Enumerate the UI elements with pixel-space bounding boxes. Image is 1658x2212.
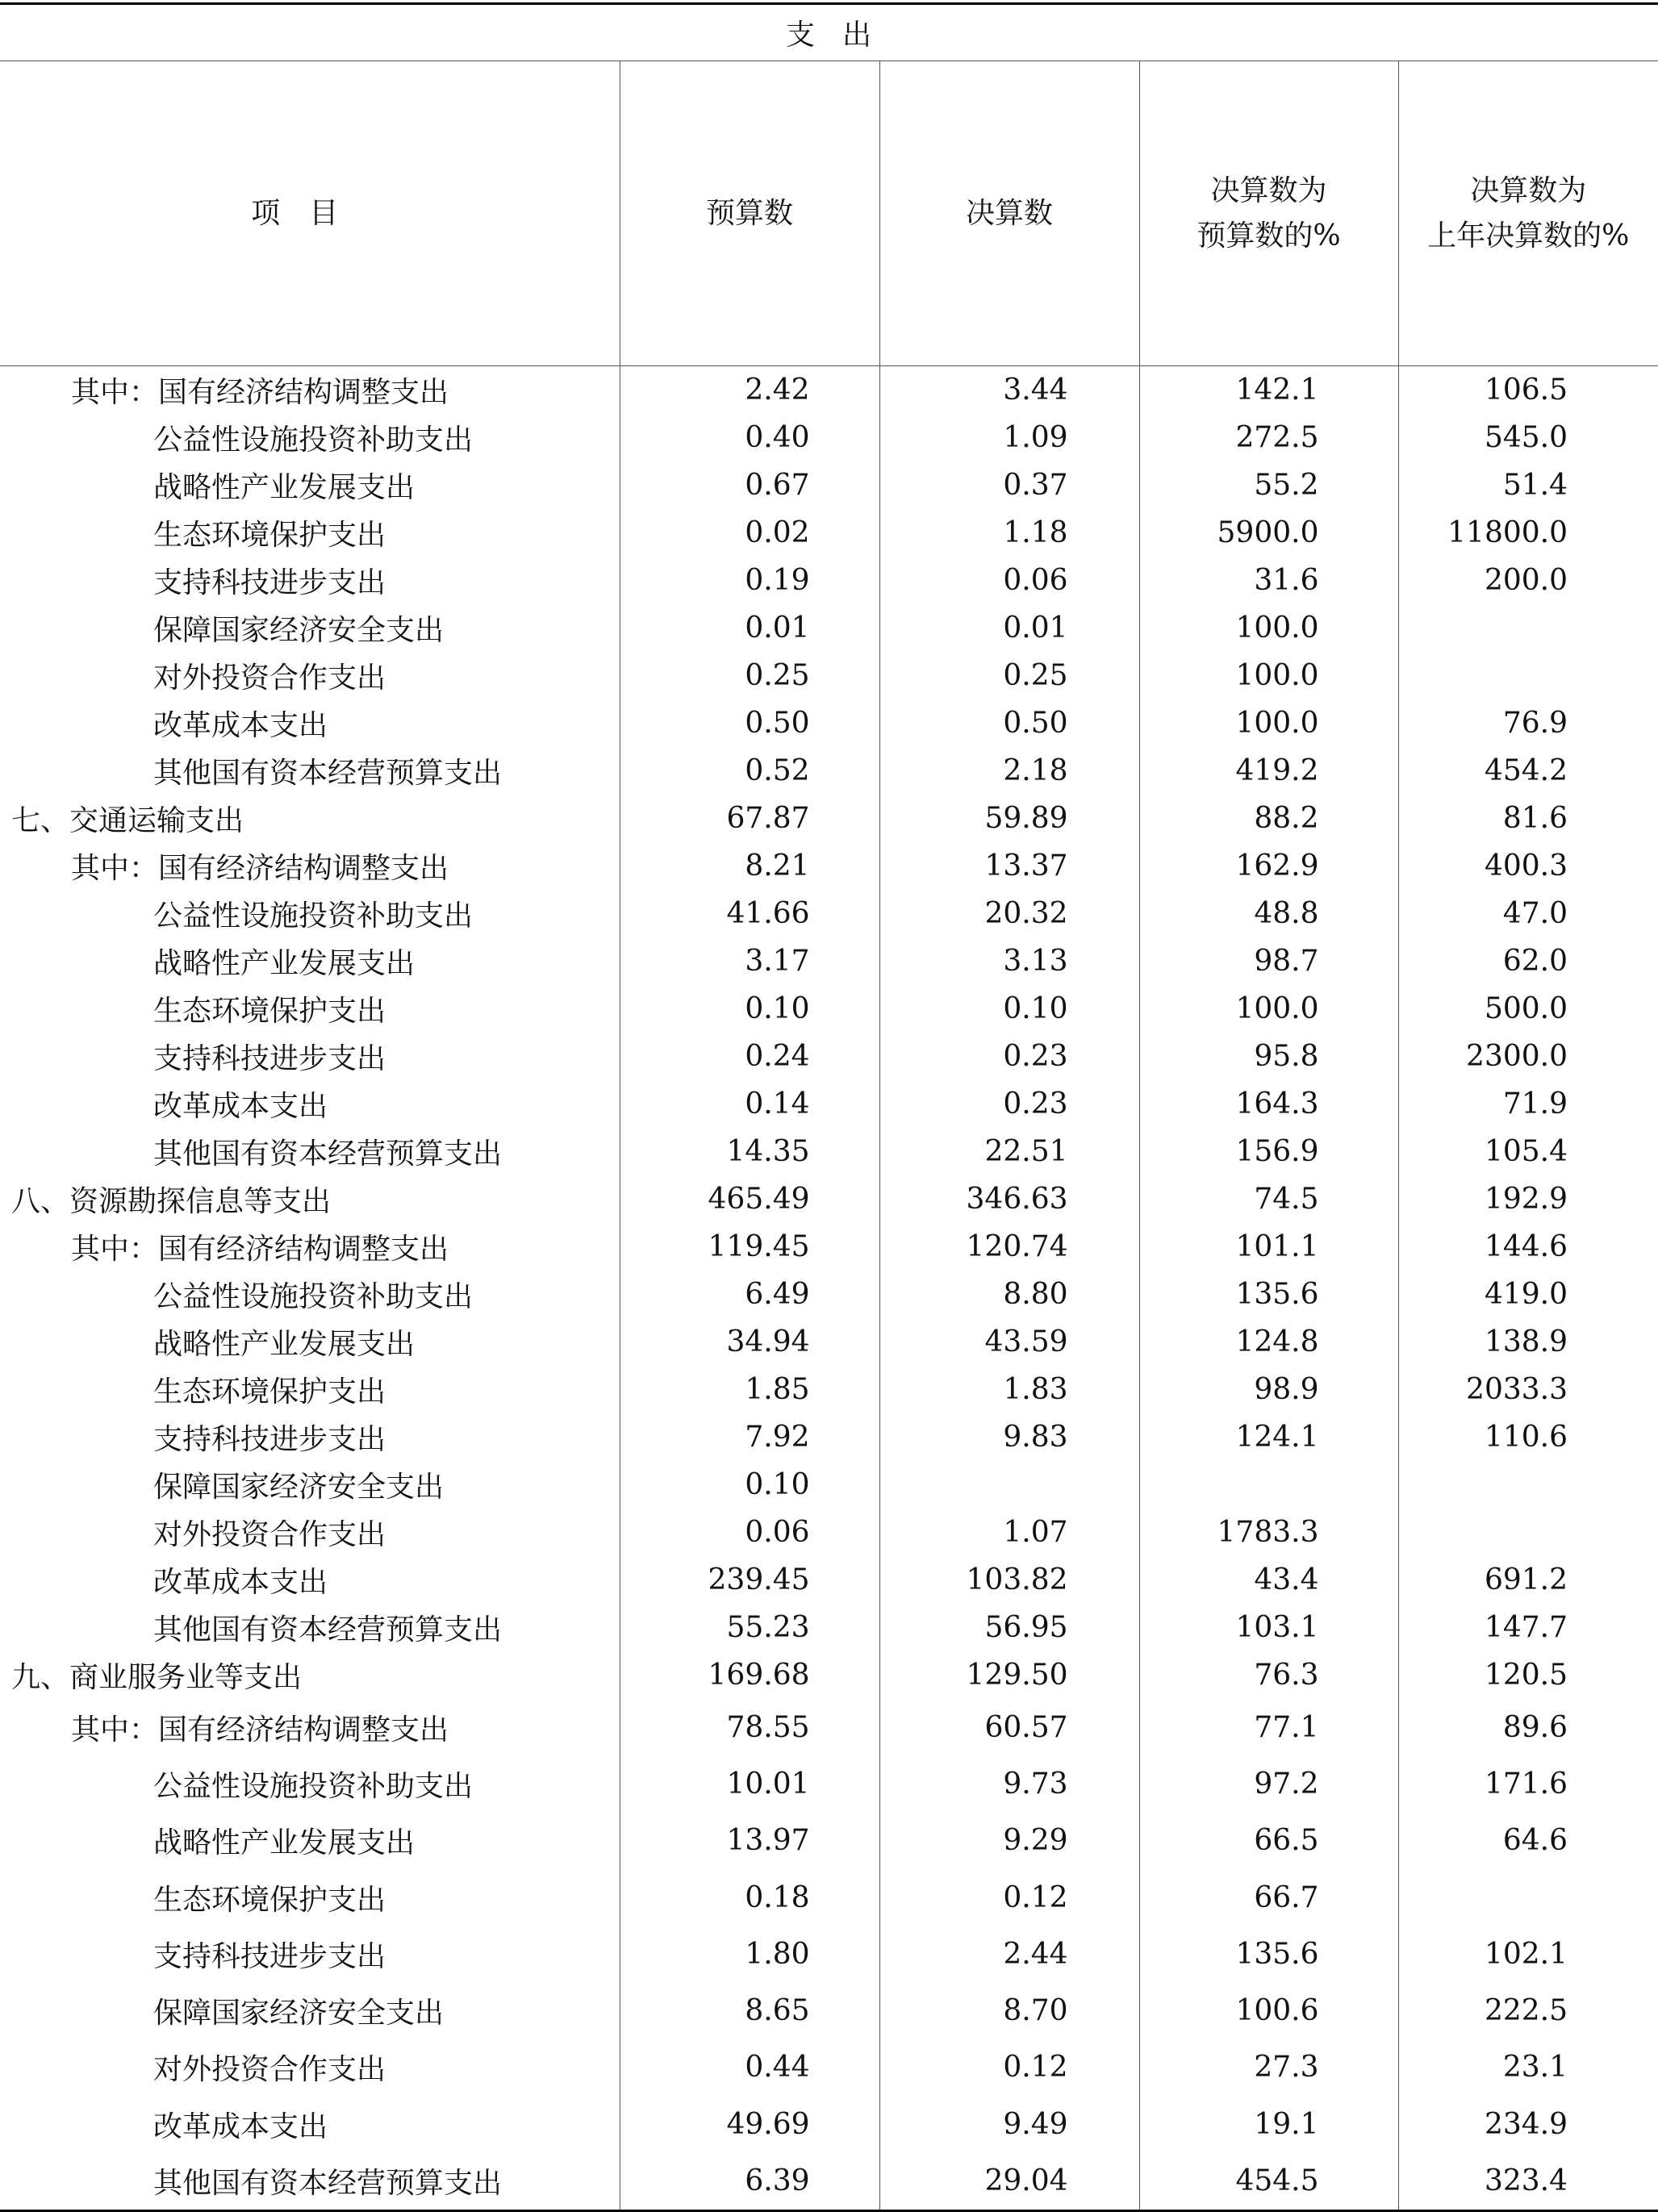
- table-row: [0, 1699, 1658, 1755]
- row-budget-value: 6.49: [620, 1271, 879, 1318]
- row-final-value: 43.59: [879, 1318, 1139, 1366]
- row-final-value: 8.70: [879, 1982, 1139, 2039]
- row-budget-value: 0.02: [620, 509, 879, 557]
- row-final-value: 1.83: [879, 1366, 1139, 1413]
- row-budget-value: 0.24: [620, 1033, 879, 1080]
- header-pct-prev: [1398, 61, 1658, 366]
- row-budget-value: 49.69: [620, 2096, 879, 2152]
- row-item-name: 其中：国有经济结构调整支出: [0, 842, 620, 890]
- row-item-name: 战略性产业发展支出: [0, 1318, 620, 1366]
- row-budget-value: 0.52: [620, 747, 879, 795]
- header-pct-budget: [1139, 61, 1398, 366]
- row-pct-prev-value: 400.3: [1484, 849, 1568, 883]
- row-item-name: 保障国家经济安全支出: [0, 604, 620, 652]
- table-row: [0, 1755, 1658, 1812]
- row-pct-prev-value: 11800.0: [1447, 516, 1568, 549]
- row-pct-prev-value: 23.1: [1502, 2051, 1568, 2085]
- row-pct-budget-value: 100.0: [1139, 604, 1398, 652]
- row-pct-budget-value: 101.1: [1139, 1223, 1398, 1271]
- row-item-name: 其他国有资本经营预算支出: [0, 1128, 620, 1175]
- row-pct-prev-value: [1398, 1869, 1658, 1926]
- row-final-value: 9.49: [879, 2096, 1139, 2152]
- row-pct-budget-value: 74.5: [1139, 1175, 1398, 1223]
- row-budget-value: 119.45: [620, 1223, 879, 1271]
- row-pct-budget-value: 100.0: [1139, 652, 1398, 699]
- row-pct-budget-value: 31.6: [1139, 557, 1398, 604]
- row-item-name: 对外投资合作支出: [0, 2039, 620, 2096]
- table-row: [0, 2039, 1658, 2096]
- row-item-name: 公益性设施投资补助支出: [0, 890, 620, 937]
- table-row: [0, 1033, 1658, 1080]
- row-pct-prev-value: 147.7: [1484, 1611, 1568, 1644]
- row-final-value: 0.12: [879, 2039, 1139, 2096]
- row-item-name: 其中：国有经济结构调整支出: [0, 1223, 620, 1271]
- row-final-value: 9.73: [879, 1755, 1139, 1812]
- row-final-value: 0.10: [879, 985, 1139, 1033]
- expenditure-table: [0, 2, 1658, 2212]
- row-pct-prev-value: 323.4: [1398, 2152, 1658, 2210]
- row-budget-value: 8.65: [620, 1982, 879, 2039]
- row-pct-prev-value: 171.6: [1484, 1767, 1568, 1801]
- row-item-name: 生态环境保护支出: [0, 1869, 620, 1926]
- row-item-name: 改革成本支出: [0, 2096, 620, 2152]
- table-row: [0, 842, 1658, 890]
- table-row: [0, 1413, 1658, 1461]
- row-item-name: 保障国家经济安全支出: [0, 1461, 620, 1509]
- row-budget-value: 239.45: [620, 1556, 879, 1604]
- row-pct-budget-value: 88.2: [1139, 795, 1398, 842]
- table-row: [0, 1366, 1658, 1413]
- row-item-name: 支持科技进步支出: [0, 1926, 620, 1982]
- table-row: [0, 699, 1658, 747]
- table-row: [0, 366, 1658, 415]
- row-pct-budget-value: 124.8: [1139, 1318, 1398, 1366]
- row-final-value: 2.18: [879, 747, 1139, 795]
- table-title-row: [0, 4, 1658, 61]
- table-row: [0, 1271, 1658, 1318]
- row-final-value: 0.37: [879, 461, 1139, 509]
- row-pct-prev-value: 454.2: [1484, 754, 1568, 787]
- table-row: [0, 604, 1658, 652]
- row-item-name: 改革成本支出: [0, 1080, 620, 1128]
- row-budget-value: 10.01: [620, 1755, 879, 1812]
- row-pct-budget-value: 1783.3: [1139, 1509, 1398, 1556]
- row-final-value: [879, 1461, 1139, 1509]
- table-row: [0, 1813, 1658, 1869]
- row-pct-prev-value: 192.9: [1484, 1183, 1568, 1216]
- row-final-value: 9.83: [879, 1413, 1139, 1461]
- row-item-name: 其他国有资本经营预算支出: [0, 2152, 620, 2210]
- row-item-name: 对外投资合作支出: [0, 652, 620, 699]
- row-item-name: 战略性产业发展支出: [0, 461, 620, 509]
- table-row: [0, 890, 1658, 937]
- header-final: 决算数: [879, 61, 1139, 366]
- row-pct-budget-value: 162.9: [1139, 842, 1398, 890]
- row-budget-value: 1.85: [620, 1366, 879, 1413]
- row-pct-budget-value: 156.9: [1139, 1128, 1398, 1175]
- row-pct-budget-value: 66.7: [1139, 1869, 1398, 1926]
- row-pct-budget-value: 48.8: [1139, 890, 1398, 937]
- row-budget-value: 0.10: [620, 1461, 879, 1509]
- row-pct-budget-value: [1139, 1461, 1398, 1509]
- table-row: [0, 652, 1658, 699]
- row-item-name: 九、商业服务业等支出: [0, 1651, 620, 1699]
- row-final-value: 0.25: [879, 652, 1139, 699]
- row-pct-budget-value: 135.6: [1139, 1926, 1398, 1982]
- row-final-value: 0.23: [879, 1033, 1139, 1080]
- row-final-value: 2.44: [879, 1926, 1139, 1982]
- row-final-value: 60.57: [879, 1699, 1139, 1755]
- table-row: [0, 461, 1658, 509]
- row-final-value: 29.04: [879, 2152, 1139, 2210]
- row-final-value: 3.44: [879, 366, 1139, 415]
- row-item-name: 改革成本支出: [0, 1556, 620, 1604]
- row-pct-prev-value: 106.5: [1484, 374, 1568, 407]
- row-final-value: 1.18: [879, 509, 1139, 557]
- table-row: [0, 985, 1658, 1033]
- row-pct-budget-value: 66.5: [1139, 1813, 1398, 1869]
- row-final-value: 0.50: [879, 699, 1139, 747]
- row-pct-prev-value: 144.6: [1484, 1230, 1568, 1263]
- row-pct-budget-value: 103.1: [1139, 1604, 1398, 1651]
- row-budget-value: 0.18: [620, 1869, 879, 1926]
- row-budget-value: 465.49: [620, 1175, 879, 1223]
- row-item-name: 支持科技进步支出: [0, 1033, 620, 1080]
- row-item-name: 战略性产业发展支出: [0, 937, 620, 985]
- row-final-value: 129.50: [879, 1651, 1139, 1699]
- row-final-value: 59.89: [879, 795, 1139, 842]
- row-pct-prev-value: 102.1: [1484, 1937, 1568, 1971]
- row-pct-budget-value: 98.7: [1139, 937, 1398, 985]
- header-pct-prev-line1: 决算数为: [1470, 173, 1587, 207]
- row-pct-budget-value: 454.5: [1139, 2152, 1398, 2210]
- table-body: [0, 366, 1658, 2211]
- row-final-value: 3.13: [879, 937, 1139, 985]
- row-pct-budget-value: 100.0: [1139, 699, 1398, 747]
- row-final-value: 22.51: [879, 1128, 1139, 1175]
- row-pct-prev-value: [1398, 652, 1658, 699]
- table-row: [0, 1604, 1658, 1651]
- row-pct-prev-value: 500.0: [1484, 992, 1568, 1025]
- row-pct-prev-value: [1398, 1509, 1658, 1556]
- row-final-value: 8.80: [879, 1271, 1139, 1318]
- row-pct-budget-value: 5900.0: [1139, 509, 1398, 557]
- row-item-name: 生态环境保护支出: [0, 1366, 620, 1413]
- row-budget-value: 78.55: [620, 1699, 879, 1755]
- row-final-value: 103.82: [879, 1556, 1139, 1604]
- row-item-name: 生态环境保护支出: [0, 985, 620, 1033]
- row-budget-value: 169.68: [620, 1651, 879, 1699]
- row-pct-prev-value: 110.6: [1484, 1421, 1568, 1454]
- row-budget-value: 13.97: [620, 1813, 879, 1869]
- table-row: [0, 1318, 1658, 1366]
- row-pct-prev-value: 545.0: [1484, 421, 1568, 454]
- row-pct-budget-value: 19.1: [1139, 2096, 1398, 2152]
- row-item-name: 八、资源勘探信息等支出: [0, 1175, 620, 1223]
- table-row: [0, 1128, 1658, 1175]
- header-pct-budget-line2: 预算数的%: [1197, 219, 1341, 253]
- row-pct-budget-value: 142.1: [1139, 366, 1398, 415]
- row-budget-value: 0.44: [620, 2039, 879, 2096]
- row-pct-budget-value: 97.2: [1139, 1755, 1398, 1812]
- row-final-value: 1.09: [879, 414, 1139, 461]
- row-pct-prev-value: [1398, 604, 1658, 652]
- table-row: [0, 1461, 1658, 1509]
- row-item-name: 支持科技进步支出: [0, 557, 620, 604]
- row-pct-budget-value: 27.3: [1139, 2039, 1398, 2096]
- row-budget-value: 0.25: [620, 652, 879, 699]
- table-row: [0, 1509, 1658, 1556]
- row-budget-value: 41.66: [620, 890, 879, 937]
- row-item-name: 其他国有资本经营预算支出: [0, 747, 620, 795]
- row-final-value: 0.06: [879, 557, 1139, 604]
- row-final-value: 56.95: [879, 1604, 1139, 1651]
- row-pct-prev-value: 105.4: [1484, 1135, 1568, 1168]
- row-final-value: 9.29: [879, 1813, 1139, 1869]
- row-pct-prev-value: 71.9: [1502, 1087, 1568, 1121]
- row-pct-prev-value: 62.0: [1502, 945, 1568, 978]
- row-item-name: 其中：国有经济结构调整支出: [0, 1699, 620, 1755]
- row-pct-prev-value: 138.9: [1484, 1325, 1568, 1359]
- table-row: [0, 1926, 1658, 1982]
- row-item-name: 其他国有资本经营预算支出: [0, 1604, 620, 1651]
- row-pct-prev-value: 2300.0: [1466, 1040, 1568, 1073]
- row-item-name: 对外投资合作支出: [0, 1509, 620, 1556]
- table-row: [0, 509, 1658, 557]
- table-row: [0, 2096, 1658, 2152]
- row-item-name: 改革成本支出: [0, 699, 620, 747]
- row-pct-prev-value: 81.6: [1502, 802, 1568, 835]
- row-pct-budget-value: 100.0: [1139, 985, 1398, 1033]
- row-pct-prev-value: 419.0: [1484, 1278, 1568, 1311]
- row-pct-budget-value: 272.5: [1139, 414, 1398, 461]
- row-budget-value: 14.35: [620, 1128, 879, 1175]
- row-item-name: 支持科技进步支出: [0, 1413, 620, 1461]
- row-final-value: 0.12: [879, 1869, 1139, 1926]
- table-row: [0, 1080, 1658, 1128]
- table-row: [0, 747, 1658, 795]
- row-pct-budget-value: 77.1: [1139, 1699, 1398, 1755]
- row-pct-prev-value: 76.9: [1502, 707, 1568, 740]
- row-item-name: 生态环境保护支出: [0, 509, 620, 557]
- table-title: 支出: [0, 4, 1658, 61]
- row-item-name: 保障国家经济安全支出: [0, 1982, 620, 2039]
- row-final-value: 1.07: [879, 1509, 1139, 1556]
- table-row: [0, 1869, 1658, 1926]
- row-final-value: 20.32: [879, 890, 1139, 937]
- table-row: [0, 1223, 1658, 1271]
- header-item: 项目: [0, 61, 620, 366]
- row-budget-value: 0.40: [620, 414, 879, 461]
- row-budget-value: 7.92: [620, 1413, 879, 1461]
- row-budget-value: 1.80: [620, 1926, 879, 1982]
- row-budget-value: 55.23: [620, 1604, 879, 1651]
- table-row: [0, 557, 1658, 604]
- row-final-value: 346.63: [879, 1175, 1139, 1223]
- row-pct-budget-value: 135.6: [1139, 1271, 1398, 1318]
- row-budget-value: 8.21: [620, 842, 879, 890]
- row-pct-budget-value: 98.9: [1139, 1366, 1398, 1413]
- row-final-value: 0.01: [879, 604, 1139, 652]
- row-budget-value: 0.06: [620, 1509, 879, 1556]
- row-item-name: 公益性设施投资补助支出: [0, 1271, 620, 1318]
- row-pct-prev-value: 47.0: [1502, 897, 1568, 930]
- row-pct-budget-value: 55.2: [1139, 461, 1398, 509]
- row-budget-value: 0.67: [620, 461, 879, 509]
- row-budget-value: 0.01: [620, 604, 879, 652]
- table-row: [0, 1556, 1658, 1604]
- table-row: [0, 1175, 1658, 1223]
- row-item-name: 公益性设施投资补助支出: [0, 1755, 620, 1812]
- row-pct-prev-value: 691.2: [1484, 1563, 1568, 1596]
- row-pct-prev-value: 200.0: [1484, 564, 1568, 597]
- table-row: [0, 937, 1658, 985]
- row-budget-value: 0.10: [620, 985, 879, 1033]
- row-final-value: 0.23: [879, 1080, 1139, 1128]
- row-budget-value: 2.42: [620, 366, 879, 415]
- row-pct-prev-value: 234.9: [1484, 2107, 1568, 2141]
- row-pct-prev-value: 120.5: [1484, 1659, 1568, 1692]
- row-item-name: 其中：国有经济结构调整支出: [0, 366, 620, 415]
- row-budget-value: 0.50: [620, 699, 879, 747]
- row-final-value: 13.37: [879, 842, 1139, 890]
- column-header-row: [0, 61, 1658, 366]
- row-budget-value: 6.39: [620, 2152, 879, 2210]
- row-pct-budget-value: 76.3: [1139, 1651, 1398, 1699]
- row-item-name: 七、交通运输支出: [0, 795, 620, 842]
- row-final-value: 120.74: [879, 1223, 1139, 1271]
- row-budget-value: 34.94: [620, 1318, 879, 1366]
- row-pct-budget-value: 124.1: [1139, 1413, 1398, 1461]
- row-pct-prev-value: 64.6: [1502, 1824, 1568, 1858]
- header-budget: 预算数: [620, 61, 879, 366]
- row-pct-budget-value: 95.8: [1139, 1033, 1398, 1080]
- row-item-name: 公益性设施投资补助支出: [0, 414, 620, 461]
- header-pct-prev-line2: 上年决算数的%: [1427, 219, 1630, 253]
- table-row: [0, 1651, 1658, 1699]
- row-budget-value: 0.14: [620, 1080, 879, 1128]
- row-pct-budget-value: 419.2: [1139, 747, 1398, 795]
- row-pct-prev-value: [1398, 1461, 1658, 1509]
- row-pct-prev-value: 89.6: [1502, 1710, 1568, 1744]
- row-budget-value: 67.87: [620, 795, 879, 842]
- row-pct-prev-value: 2033.3: [1466, 1373, 1568, 1406]
- table-row: [0, 2152, 1658, 2210]
- row-pct-budget-value: 164.3: [1139, 1080, 1398, 1128]
- row-budget-value: 0.19: [620, 557, 879, 604]
- row-budget-value: 3.17: [620, 937, 879, 985]
- row-item-name: 战略性产业发展支出: [0, 1813, 620, 1869]
- row-pct-budget-value: 100.6: [1139, 1982, 1398, 2039]
- header-pct-budget-line1: 决算数为: [1210, 173, 1327, 207]
- table-row: [0, 1982, 1658, 2039]
- row-pct-budget-value: 43.4: [1139, 1556, 1398, 1604]
- table-row: [0, 795, 1658, 842]
- row-pct-prev-value: 51.4: [1502, 469, 1568, 502]
- table-row: [0, 414, 1658, 461]
- row-pct-prev-value: 222.5: [1484, 1994, 1568, 2028]
